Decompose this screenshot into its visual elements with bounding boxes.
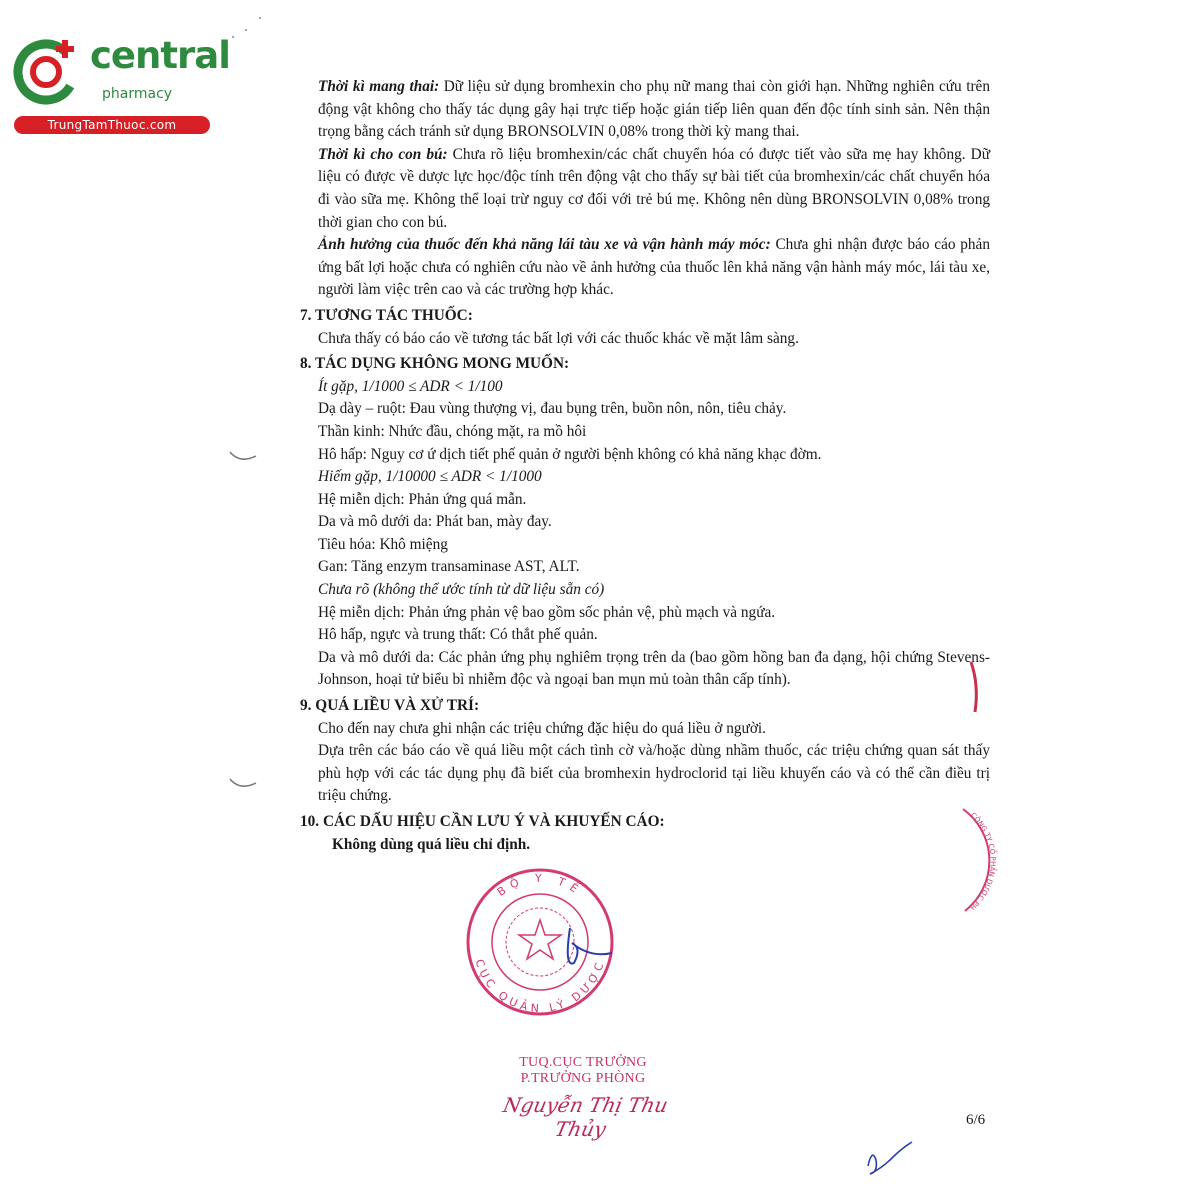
logo-emblem-icon [10, 36, 90, 116]
driving-paragraph [300, 234, 990, 302]
document-body [300, 76, 990, 856]
section-9-title: 9. QUÁ LIỀU VÀ XỬ TRÍ: [300, 697, 480, 715]
logo-subtitle: pharmacy [102, 86, 173, 102]
adr-line: Dạ dày – ruột: Đau vùng thượng vị, đau bụng trên, buồn nôn, nôn, tiêu chảy. [318, 400, 787, 418]
signature-title-1: TUQ.CỤC TRƯỞNG [519, 1055, 647, 1070]
adr-line: Tiêu hóa: Khô miệng [318, 535, 448, 553]
company-side-stamp [955, 805, 1015, 915]
pregnancy-label: Thời kì mang thai: [318, 78, 440, 95]
overdose-line: Dựa trên các báo cáo về quá liều một cách tình cờ và/hoặc dùng nhầm thuốc, các triệu chứng quan sát thấy phù hợp với các tác dụng phụ đã biết của bromhexin hydroclorid tại liều khuyến cáo và có thể cần điều trị triệu chứng. [318, 742, 990, 805]
official-seal [452, 868, 627, 1016]
seal-emblem-icon [452, 868, 627, 1016]
pregnancy-paragraph [300, 76, 990, 144]
driving-label: Ảnh hưởng của thuốc đến khả năng lái tàu xe và vận hành máy móc: [318, 236, 771, 254]
section-10-title: 10. CÁC DẤU HIỆU CẦN LƯU Ý VÀ KHUYẾN CÁO: [300, 813, 665, 830]
logo-brand: central [90, 34, 230, 77]
section-8-title: 8. TÁC DỤNG KHÔNG MONG MUỐN: [300, 355, 570, 373]
adr-line: Hệ miễn dịch: Phản ứng quá mẫn. [318, 490, 527, 508]
svg-text:CỤC QUẢN LÝ DƯỢC [473, 958, 608, 1016]
scan-speck-icon [228, 12, 268, 42]
pregnancy-text: Dữ liệu sử dụng bromhexin cho phụ nữ mang thai còn giới hạn. Những nghiên cứu trên động vật không cho thấy tác dụng gây hại trực tiếp hoặc gián tiếp liên quan đến độc tính sinh sản. Nên thận trọng bằng cách tránh sử dụng BRONSOLVIN 0,08% trong thời kỳ mang thai. [318, 78, 990, 141]
central-pharmacy-logo [10, 34, 230, 136]
side-stamp-text: CÔNG TY CỔ PHẦN DƯỢC PH [968, 811, 997, 912]
punch-hole-mark-icon [228, 775, 258, 795]
logo-site-banner: TrungTamThuoc.com [14, 116, 210, 134]
seal-top-text: BỘ Y TẾ [494, 871, 586, 899]
adr-uncommon-heading: Ít gặp, 1/1000 ≤ ADR < 1/100 [318, 377, 503, 395]
adr-line: Thần kinh: Nhức đầu, chóng mặt, ra mồ hôi [318, 422, 587, 440]
side-stamp-icon [955, 805, 1015, 915]
adr-line: Hô hấp, ngực và trung thất: Có thắt phế quản. [318, 626, 598, 644]
adr-unknown-heading: Chưa rõ (không thể ước tính từ dữ liệu sẵn có) [318, 581, 605, 599]
signature-block [478, 1055, 688, 1141]
driving-text: Chưa ghi nhận được báo cáo phản ứng bất lợi hoặc chưa có nghiên cứu nào về ảnh hưởng của thuốc lên khả năng vận hành máy móc, lái tàu xe, người làm việc trên cao và các trường hợp khác. [318, 236, 990, 299]
red-margin-mark-icon [963, 660, 983, 715]
adr-line: Gan: Tăng enzym transaminase AST, ALT. [318, 558, 580, 576]
section-7-text: Chưa thấy có báo cáo về tương tác bất lợi với các thuốc khác về mặt lâm sàng. [318, 329, 799, 347]
overdose-line: Cho đến nay chưa ghi nhận các triệu chứng đặc hiệu do quá liều ở người. [318, 719, 766, 737]
adr-line: Hô hấp: Nguy cơ ứ dịch tiết phế quản ở người bệnh không có khả năng khạc đờm. [318, 445, 822, 463]
adr-line: Da và mô dưới da: Các phản ứng phụ nghiêm trọng trên da (bao gồm hồng ban đa dạng, hội chứng Stevens-Johnson, hoại tử biểu bì nhiễm độc và ngoại ban mụn mủ toàn thân cấp tính). [318, 648, 990, 689]
page-number: 6/6 [966, 1112, 986, 1128]
initials-signature-icon [862, 1138, 917, 1178]
section-7-title: 7. TƯƠNG TÁC THUỐC: [300, 306, 473, 324]
breastfeeding-label: Thời kì cho con bú: [318, 145, 448, 163]
adr-rare-heading: Hiếm gặp, 1/10000 ≤ ADR < 1/1000 [318, 468, 542, 486]
signature-title-2: P.TRƯỞNG PHÒNG [520, 1071, 646, 1086]
adr-line: Hệ miễn dịch: Phản ứng phản vệ bao gồm sốc phản vệ, phù mạch và ngứa. [318, 603, 776, 621]
punch-hole-mark-icon [228, 448, 258, 468]
section-10-text: Không dùng quá liều chỉ định. [332, 835, 531, 853]
signature-name: Nguyễn Thị Thu Thủy [500, 1093, 671, 1141]
seal-bottom-text: CỤC QUẢN LÝ DƯỢC [472, 957, 608, 1016]
adr-line: Da và mô dưới da: Phát ban, mày đay. [318, 513, 552, 531]
breastfeeding-paragraph [300, 144, 990, 234]
svg-text:CÔNG TY CỔ PHẦN DƯỢC PHẨM [955, 805, 998, 911]
breastfeeding-text: Chưa rõ liệu bromhexin/các chất chuyển hóa có được tiết vào sữa mẹ hay không. Dữ liệu có được về dược lực học/độc tính trên động vật cho thấy sự bài tiết của bromhexin/các chất chuyển hóa đi vào sữa mẹ. Không thể loại trừ nguy cơ đối với trẻ bú mẹ. Không nên dùng BRONSOLVIN 0,08% trong thời gian cho con bú. [318, 145, 990, 231]
